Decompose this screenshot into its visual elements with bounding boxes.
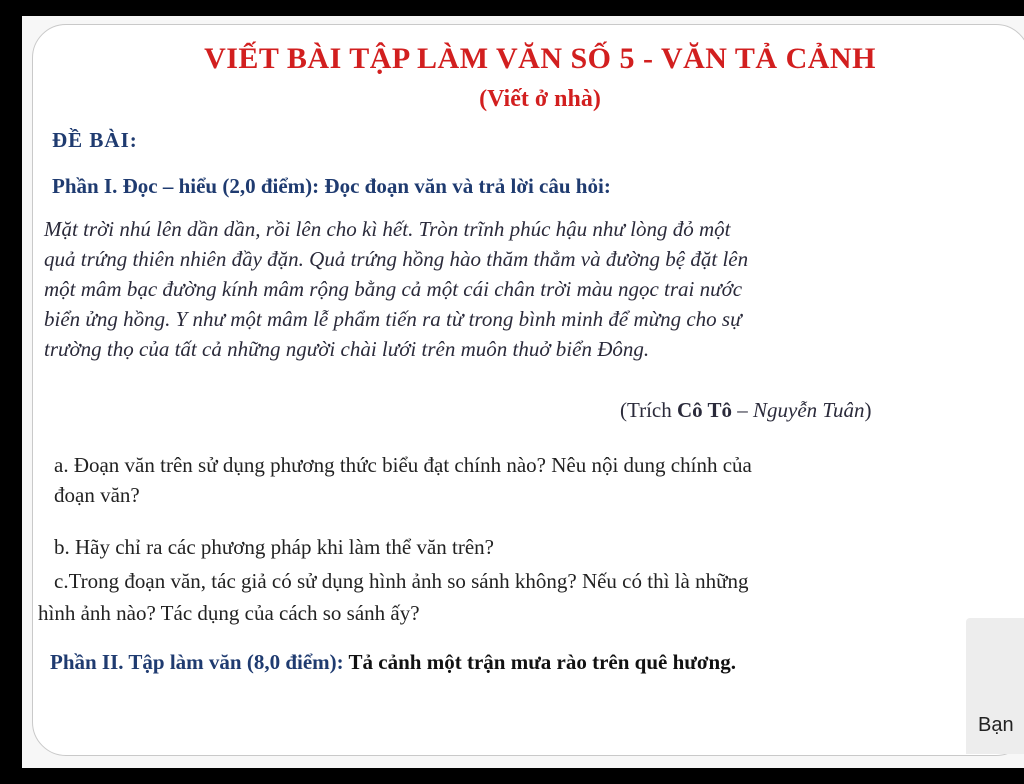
passage-line: Mặt trời nhú lên dần dần, rồi lên cho kì hết. Tròn trĩnh phúc hậu như lòng đỏ một	[44, 217, 731, 241]
page-title: VIẾT BÀI TẬP LÀM VĂN SỐ 5 - VĂN TẢ CẢNH	[204, 42, 876, 75]
question-c-line2: hình ảnh nào? Tác dụng của cách so sánh ấy?	[38, 601, 420, 625]
question-a-line2: đoạn văn?	[54, 483, 140, 507]
part1-heading: Phần I. Đọc – hiểu (2,0 điểm): Đọc đoạn văn và trả lời câu hỏi:	[52, 174, 611, 198]
passage-line: quả trứng thiên nhiên đầy đặn. Quả trứng hồng hào thăm thẳm và đường bệ đặt lên	[44, 247, 749, 271]
overlay-panel[interactable]	[966, 618, 1024, 754]
question-c-line1: c.Trong đoạn văn, tác giả có sử dụng hình ảnh so sánh không? Nếu có thì là những	[54, 569, 749, 593]
source-work: Cô Tô	[676, 398, 733, 422]
section-heading: ĐỀ BÀI:	[52, 128, 138, 152]
source-open: (Trích	[620, 398, 677, 422]
part2-heading	[50, 650, 736, 675]
source-author: Nguyễn Tuân	[753, 398, 865, 422]
document-frame	[32, 24, 1024, 756]
overlay-label[interactable]: Bạn	[978, 714, 1014, 736]
question-b: b. Hãy chỉ ra các phương pháp khi làm thể văn trên?	[54, 535, 494, 559]
passage-source	[620, 398, 871, 423]
passage-line: biển ửng hồng. Y như một mâm lễ phẩm tiến ra từ trong bình minh để mừng cho sự	[44, 307, 742, 331]
part2-label: Phần II. Tập làm văn (8,0 điểm):	[50, 650, 344, 674]
passage-line: trường thọ của tất cả những người chài lưới trên muôn thuở biển Đông.	[44, 337, 650, 361]
passage-line: một mâm bạc đường kính mâm rộng bằng cả một cái chân trời màu ngọc trai nước	[44, 277, 743, 301]
reading-passage	[44, 214, 1006, 364]
page-subtitle: (Viết ở nhà)	[479, 86, 601, 112]
source-dash: –	[732, 398, 754, 422]
part2-topic: Tả cảnh một trận mưa rào trên quê hương.	[348, 650, 736, 674]
source-close: )	[864, 398, 872, 422]
question-a-line1: a. Đoạn văn trên sử dụng phương thức biểu đạt chính nào? Nêu nội dung chính của	[54, 453, 752, 477]
